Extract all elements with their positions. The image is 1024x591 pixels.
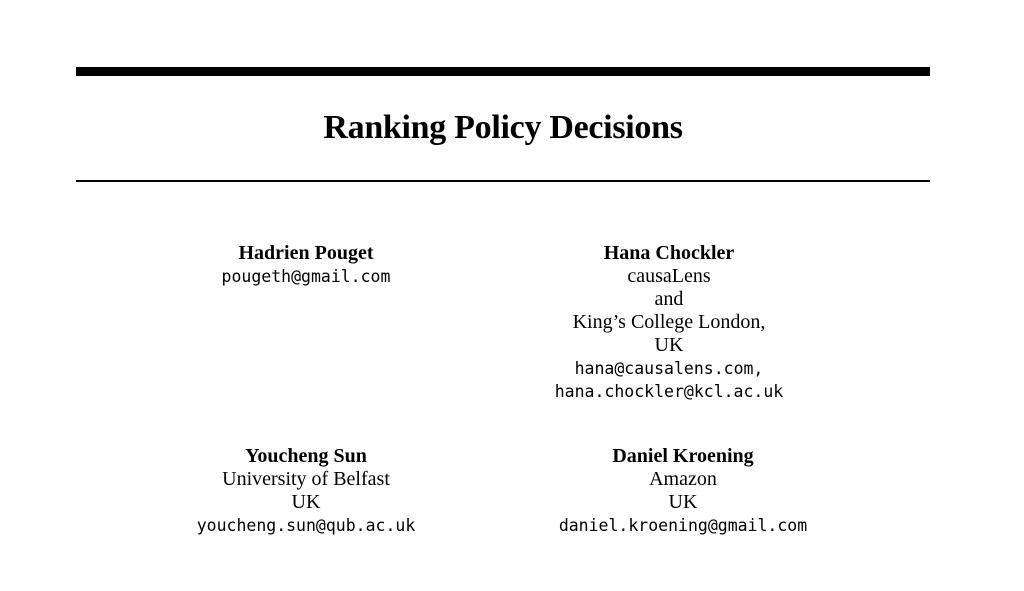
title-top-rule (76, 67, 930, 76)
author-block-1 (136, 242, 476, 288)
title-bottom-rule (76, 180, 930, 182)
author-email: hana.chockler@kcl.ac.uk (554, 382, 784, 401)
author-block-4 (513, 445, 853, 537)
author-email: youcheng.sun@qub.ac.uk (196, 516, 416, 535)
author-email: pougeth@gmail.com (221, 267, 391, 286)
author-name: Hadrien Pouget (238, 242, 374, 264)
author-affiliation-line: King’s College London, (572, 311, 766, 333)
paper-title: Ranking Policy Decisions (323, 109, 683, 146)
author-affiliation-line: UK (291, 491, 321, 513)
author-email: hana@causalens.com, (574, 359, 764, 378)
author-name: Daniel Kroening (612, 445, 754, 467)
author-affiliation-line: UK (668, 491, 698, 513)
author-affiliation-line: and (654, 288, 684, 310)
author-affiliation-line: Amazon (649, 468, 717, 490)
author-name: Youcheng Sun (245, 445, 367, 467)
author-affiliation-line: causaLens (627, 265, 711, 287)
author-name: Hana Chockler (603, 242, 735, 264)
author-email: daniel.kroening@gmail.com (558, 516, 808, 535)
author-affiliation-line: University of Belfast (222, 468, 390, 490)
author-affiliation-line: UK (654, 334, 684, 356)
author-block-2 (499, 242, 839, 403)
author-block-3 (136, 445, 476, 537)
